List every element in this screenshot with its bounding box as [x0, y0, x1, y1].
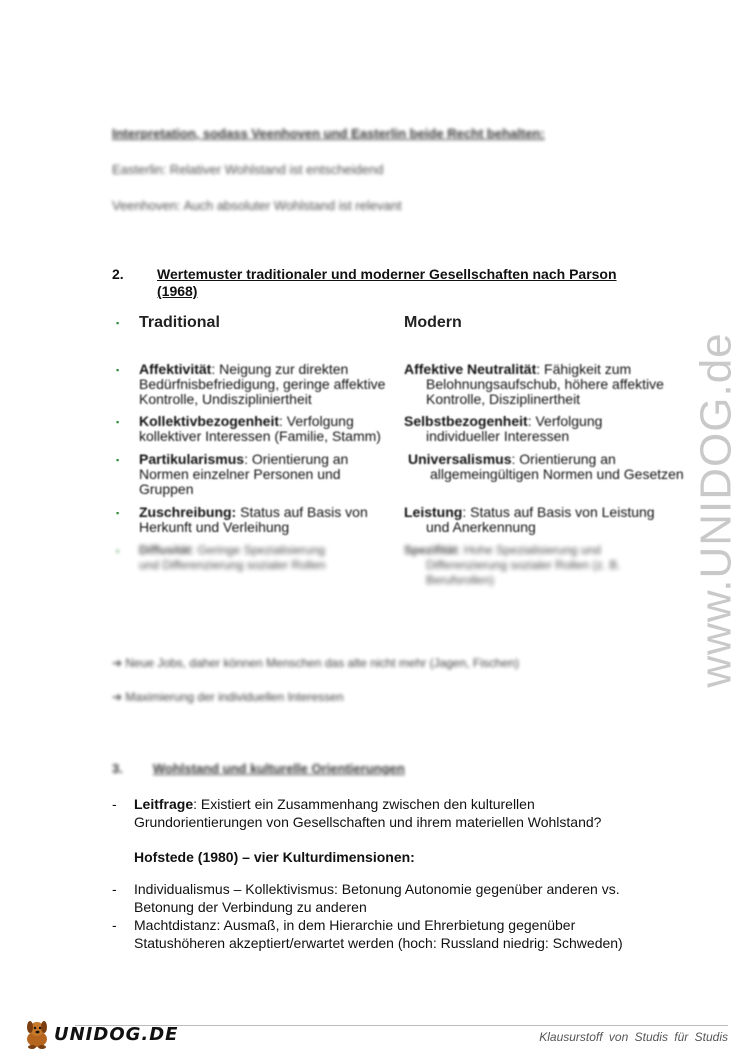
- easterlin-line: Easterlin: Relativer Wohlstand ist entscheidend: [112, 162, 384, 177]
- traditional-item-partikularismus: [139, 452, 379, 497]
- traditional-item-diffusitaet: [139, 543, 389, 573]
- section-3-heading: [112, 761, 405, 776]
- item-text: : Neigung zur direkten: [211, 361, 349, 377]
- column-traditional-heading: Traditional: [139, 314, 220, 331]
- leitfrage-text: : Existiert ein Zusammenhang zwischen den kulturellen Grundorientierungen von Gesellschaften und ihrem materiellen Wohlstand?: [134, 796, 602, 830]
- item-text: : Geringe Spezialisierung: [191, 543, 326, 557]
- item-continuation: Differenzierung sozialer Rollen (z. B. Berufsrollen): [426, 558, 621, 587]
- bullet-icon: ▪: [116, 417, 120, 427]
- dimension-item-machtdistanz: Machtdistanz: Ausmaß, in dem Hierarchie und Ehrerbietung gegenüber Statushöheren akzeptiert/erwartet werden (hoch: Russland niedrig: Schweden): [134, 917, 623, 951]
- bullet-icon: ▪: [116, 546, 120, 556]
- bullet-icon: ▪: [116, 318, 120, 328]
- item-text: : Verfolgung: [527, 413, 603, 429]
- item-continuation: und Anerkennung: [426, 519, 536, 535]
- modern-item-spezifitaet: [404, 543, 689, 588]
- item-continuation: Bedürfnisbefriedigung, geringe affektive Kontrolle, Undiszipliniertheit: [139, 376, 386, 407]
- item-term: Partikularismus: [139, 451, 245, 467]
- item-term: Affektive Neutralität: [404, 361, 537, 377]
- item-term: Zuschreibung:: [139, 504, 237, 520]
- dimension-item-individualismus: Individualismus – Kollektivismus: Betonung Autonomie gegenüber anderen vs. Betonung der Verbindung zu anderen: [134, 881, 620, 915]
- modern-item-universalismus: [408, 452, 693, 482]
- list-dash: -: [112, 796, 117, 812]
- item-text: Status auf Basis von: [236, 504, 368, 520]
- section-3-number: 3.: [112, 761, 123, 776]
- traditional-item-affektivitaet: [139, 362, 394, 407]
- arrow-note-interessen: ➔ Maximierung der individuellen Interessen: [112, 690, 344, 704]
- interpretation-heading: Interpretation, sodass Veenhoven und Easterlin beide Recht behalten:: [112, 126, 545, 141]
- item-term: Affektivität: [139, 361, 212, 377]
- item-text: : Status auf Basis von Leistung: [462, 504, 655, 520]
- item-term: Kollektivbezogenheit: [139, 413, 280, 429]
- item-text: : Fähigkeit zum: [536, 361, 632, 377]
- item-continuation: und Differenzierung sozialer Rollen: [139, 558, 326, 572]
- item-continuation: individueller Interessen: [426, 428, 570, 444]
- item-term: Selbstbezogenheit: [404, 413, 528, 429]
- bullet-icon: ▪: [116, 508, 120, 518]
- leitfrage-term: Leitfrage: [134, 796, 194, 812]
- leitfrage-paragraph: [134, 795, 654, 831]
- bullet-icon: ▪: [116, 455, 120, 465]
- item-continuation: Herkunft und Verleihung: [139, 519, 290, 535]
- item-term: Universalismus: [408, 451, 512, 467]
- column-modern-heading: Modern: [404, 314, 462, 331]
- dog-icon: [20, 1017, 54, 1051]
- traditional-item-kollektivbezogenheit: [139, 414, 409, 444]
- item-term: Leistung: [404, 504, 463, 520]
- section-2-number: 2.: [112, 266, 124, 282]
- unidog-logo[interactable]: [20, 1014, 178, 1054]
- veenhoven-line: Veenhoven: Auch absoluter Wohlstand ist relevant: [112, 198, 402, 213]
- item-term: Spezifität: [404, 543, 458, 557]
- arrow-note-jobs: ➔ Neue Jobs, daher können Menschen das alte nicht mehr (Jagen, Fischen): [112, 656, 519, 670]
- item-text: : Orientierung an: [511, 451, 616, 467]
- item-text: : Orientierung an: [244, 451, 349, 467]
- item-text: : Verfolgung: [279, 413, 354, 429]
- watermark-text: www.UNIDOG.de: [692, 332, 742, 688]
- section-2-title: Wertemuster traditionaler und moderner Gesellschaften nach Parson (1968): [157, 266, 617, 299]
- logo-text: UNIDOG.DE: [54, 1023, 179, 1045]
- item-continuation: Belohnungsaufschub, höhere affektive Kontrolle, Disziplinertheit: [426, 376, 664, 407]
- item-continuation: kollektiver Interessen (Familie, Stamm): [139, 428, 381, 444]
- list-dash: -: [112, 917, 117, 933]
- item-continuation: Normen einzelner Personen und Gruppen: [139, 466, 341, 497]
- list-dash: -: [112, 881, 117, 897]
- watermark: [694, 280, 740, 740]
- item-continuation: allgemeingültigen Normen und Gesetzen: [430, 466, 684, 482]
- bullet-icon: ▪: [116, 365, 120, 375]
- item-term: Diffusität: [139, 543, 191, 557]
- section-3-title: Wohlstand und kulturelle Orientierungen: [152, 761, 405, 776]
- traditional-item-zuschreibung: [139, 505, 394, 535]
- footer-tagline: Klausurstoff von Studis für Studis: [539, 1030, 728, 1044]
- modern-item-leistung: [404, 505, 694, 535]
- item-text: : Hohe Spezialisierung und: [457, 543, 601, 557]
- modern-item-selbstbezogenheit: [404, 414, 694, 444]
- hofstede-heading: Hofstede (1980) – vier Kulturdimensionen:: [134, 849, 415, 865]
- modern-item-affektive-neutralitaet: [404, 362, 694, 407]
